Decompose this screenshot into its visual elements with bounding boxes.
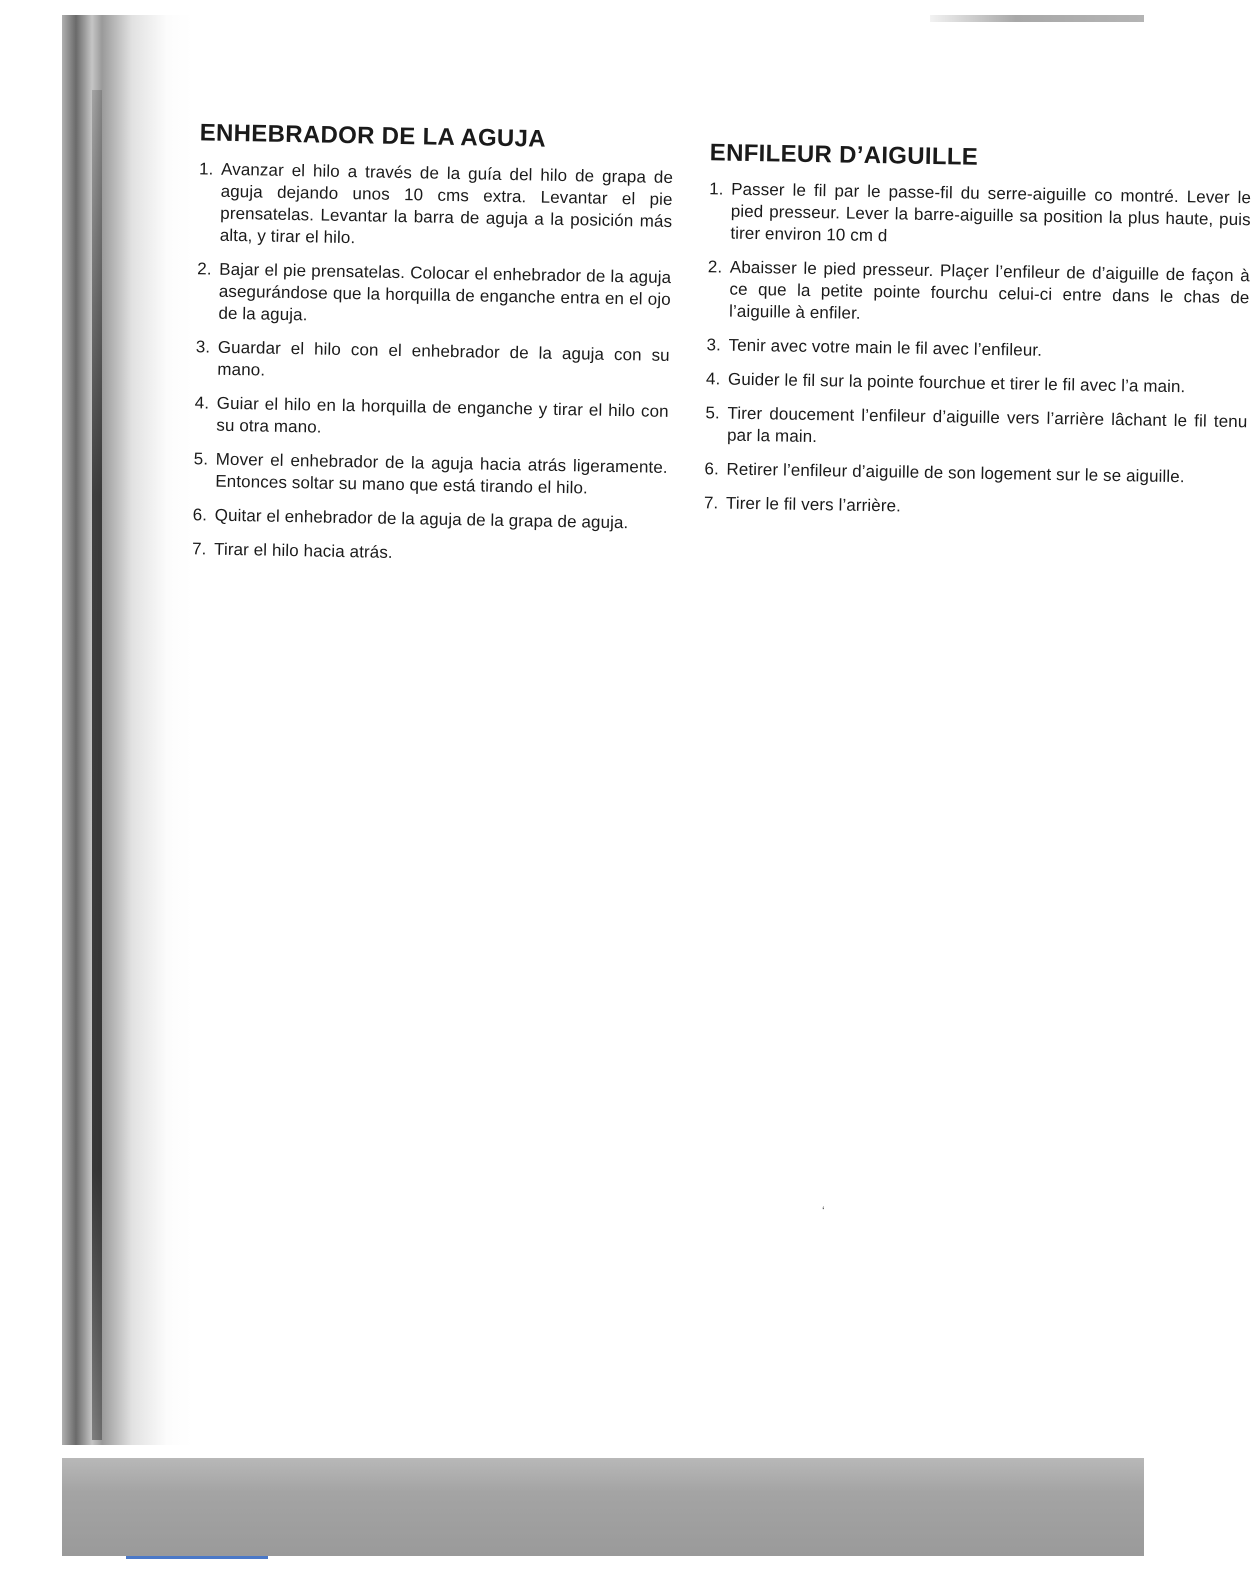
- french-step: [686, 458, 1246, 489]
- step-text: Avanzar el hilo a través de la guía del hilo de grapa de aguja dejando unos 10 cms extra. Levantar el pie prensatelas. Levantar la barra de aguja a la posición más alta, y tirar el hilo.: [219, 159, 674, 248]
- spanish-step: [174, 538, 666, 569]
- step-number: 4.: [705, 369, 721, 389]
- spanish-step: [175, 504, 667, 535]
- french-heading: ENFILEUR D’AIGUILLE: [709, 139, 979, 171]
- scan-binding-shadow: [62, 15, 192, 1445]
- french-step: [688, 368, 1248, 399]
- step-number: 7.: [703, 493, 719, 513]
- step-text: Guardar el hilo con el enhebrador de la aguja con su mano.: [217, 337, 670, 380]
- spanish-steps-list: [174, 158, 673, 569]
- step-text: Bajar el pie prensatelas. Colocar el enhebrador de la aguja asegurándose que la horquilla de enganche entra en el ojo de la aguja.: [218, 259, 672, 325]
- step-number: 4.: [194, 393, 210, 413]
- step-number: 3.: [706, 335, 722, 355]
- step-number: 6.: [704, 459, 720, 479]
- french-step: [687, 402, 1248, 455]
- scan-top-edge: [930, 15, 1144, 22]
- step-number: 2.: [707, 257, 723, 277]
- spanish-step: [178, 258, 671, 333]
- step-text: Tirar el hilo hacia atrás.: [213, 539, 393, 562]
- step-text: Quitar el enhebrador de la aguja de la grapa de aguja.: [214, 505, 629, 533]
- step-text: Tirer le fil vers l’arrière.: [725, 493, 902, 516]
- french-step: [686, 492, 1246, 523]
- step-text: Abaisser le pied presseur. Plaçer l’enfileur de d’aiguille de façon à ce que la petite pointe fourchu celui-ci entre dans le chas de l’aiguille à enfiler.: [728, 257, 1250, 323]
- scan-bottom-mark: [126, 1556, 268, 1559]
- scan-speck: ‘: [822, 1204, 825, 1218]
- scan-bottom-band: [62, 1458, 1144, 1556]
- french-clip: [686, 138, 1252, 521]
- french-section: [686, 138, 1252, 533]
- step-number: 7.: [191, 539, 207, 559]
- step-text: Passer le fil par le passe-fil du serre-aiguille co montré. Lever le pied presseur. Lever la barre-aiguille sa position la plus haute, puis tirer environ 10 cm d: [730, 179, 1252, 246]
- french-step: [689, 256, 1250, 331]
- step-text: Tenir avec votre main le fil avec l’enfileur.: [728, 335, 1043, 360]
- step-text: Tirer doucement l’enfileur d’aiguille vers l’arrière lâchant le fil tenu par la main.: [726, 403, 1248, 447]
- spanish-step: [175, 448, 668, 501]
- step-text: Retirer l’enfileur d’aiguille de son logement sur le se aiguille.: [726, 459, 1185, 487]
- step-text: Mover el enhebrador de la aguja hacia atrás ligeramente. Entonces soltar su mano que está tirando el hilo.: [215, 449, 668, 498]
- step-number: 2.: [197, 259, 212, 279]
- step-number: 6.: [192, 505, 208, 525]
- scan-binding-edge: [92, 90, 102, 1440]
- spanish-section: [174, 118, 674, 581]
- french-steps-list: [686, 178, 1252, 521]
- step-number: 1.: [198, 159, 214, 179]
- step-number: 3.: [195, 337, 211, 357]
- spanish-step: [180, 158, 674, 255]
- step-number: 5.: [705, 403, 720, 423]
- spanish-heading: ENHEBRADOR DE LA AGUJA: [199, 119, 547, 153]
- spanish-step: [176, 392, 669, 445]
- step-text: Guiar el hilo en la horquilla de enganche y tirar el hilo con su otra mano.: [216, 393, 669, 437]
- step-number: 1.: [709, 179, 724, 199]
- french-step: [688, 334, 1248, 365]
- step-text: Guider le fil sur la pointe fourchue et tirer le fil avec l’a main.: [727, 369, 1186, 397]
- spanish-step: [177, 336, 670, 389]
- french-step: [690, 178, 1251, 253]
- step-number: 5.: [193, 449, 209, 469]
